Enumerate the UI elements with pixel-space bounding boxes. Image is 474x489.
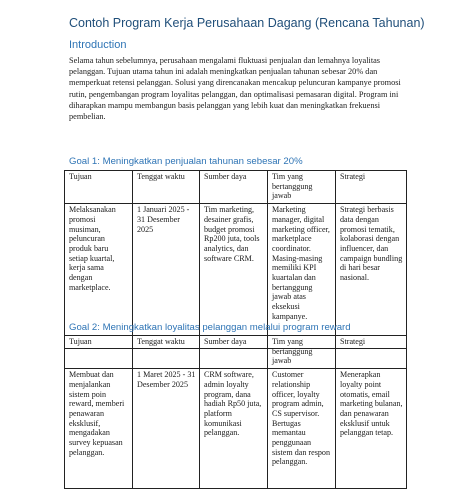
- goal-2-heading: Goal 2: Meningkatkan loyalitas pelanggan melalui program reward: [69, 322, 351, 333]
- table-row: [65, 369, 407, 489]
- cell-sumber-daya: Tim marketing, desainer grafis, budget promosi Rp200 juta, tools analytics, dan software CRM.: [200, 204, 268, 349]
- table-header-row: [65, 171, 407, 204]
- header-sumber-daya: Sumber daya: [200, 171, 268, 204]
- table-header-row: [65, 336, 407, 369]
- introduction-paragraph: Selama tahun sebelumnya, perusahaan mengalami fluktuasi penjualan dan lemahnya loyalitas pelanggan. Tujuan utama tahun ini adalah meningkatkan penjualan tahunan sebesar 20% dan memperkuat retensi pelanggan. Solusi yang direncanakan mencakup peluncuran kampanye promosi rutin, pengembangan program loyalitas pelanggan, dan optimalisasi pemasaran digital. Program ini diharapkan mampu membangun basis pelanggan yang lebih kuat dan meningkatkan frekuensi pembelian.: [69, 56, 401, 122]
- goal-2-table: [64, 335, 407, 489]
- goal-1-heading: Goal 1: Meningkatkan penjualan tahunan sebesar 20%: [69, 156, 303, 167]
- cell-sumber-daya: CRM software, admin loyalty program, dana hadiah Rp50 juta, platform komunikasi pelanggan.: [200, 369, 268, 489]
- cell-strategi: Strategi berbasis data dengan promosi tematik, kolaborasi dengan influencer, dan campaign bundling di hari besar nasional.: [336, 204, 407, 349]
- introduction-heading: Introduction: [69, 39, 127, 51]
- header-sumber-daya: Sumber daya: [200, 336, 268, 369]
- header-strategi: Strategi: [336, 336, 407, 369]
- cell-tenggat-waktu: 1 Januari 2025 - 31 Desember 2025: [133, 204, 200, 349]
- cell-tujuan: Melaksanakan promosi musiman, peluncuran produk baru setiap kuartal, kerja sama dengan marketplace.: [65, 204, 133, 349]
- header-tenggat-waktu: Tenggat waktu: [133, 336, 200, 369]
- cell-tim-penanggung-jawab: Customer relationship officer, loyalty program admin, CS supervisor. Bertugas memantau penggunaan sistem dan respon pelanggan.: [268, 369, 336, 489]
- cell-strategi: Menerapkan loyalty point otomatis, email marketing bulanan, dan penawaran eksklusif untuk pelanggan tetap.: [336, 369, 407, 489]
- document-title: Contoh Program Kerja Perusahaan Dagang (Rencana Tahunan): [69, 16, 425, 30]
- header-strategi: Strategi: [336, 171, 407, 204]
- cell-tenggat-waktu: 1 Maret 2025 - 31 Desember 2025: [133, 369, 200, 489]
- header-tim-penanggung-jawab: Tim yang bertanggung jawab: [268, 171, 336, 204]
- header-tim-penanggung-jawab: Tim yang bertanggung jawab: [268, 336, 336, 369]
- header-tenggat-waktu: Tenggat waktu: [133, 171, 200, 204]
- cell-tujuan: Membuat dan menjalankan sistem poin reward, memberi penawaran eksklusif, mengadakan survey kepuasan pelanggan.: [65, 369, 133, 489]
- header-tujuan: Tujuan: [65, 336, 133, 369]
- cell-tim-penanggung-jawab: Marketing manager, digital marketing officer, marketplace coordinator. Masing-masing memiliki KPI kuartalan dan bertanggung jawab atas eksekusi kampanye.: [268, 204, 336, 349]
- header-tujuan: Tujuan: [65, 171, 133, 204]
